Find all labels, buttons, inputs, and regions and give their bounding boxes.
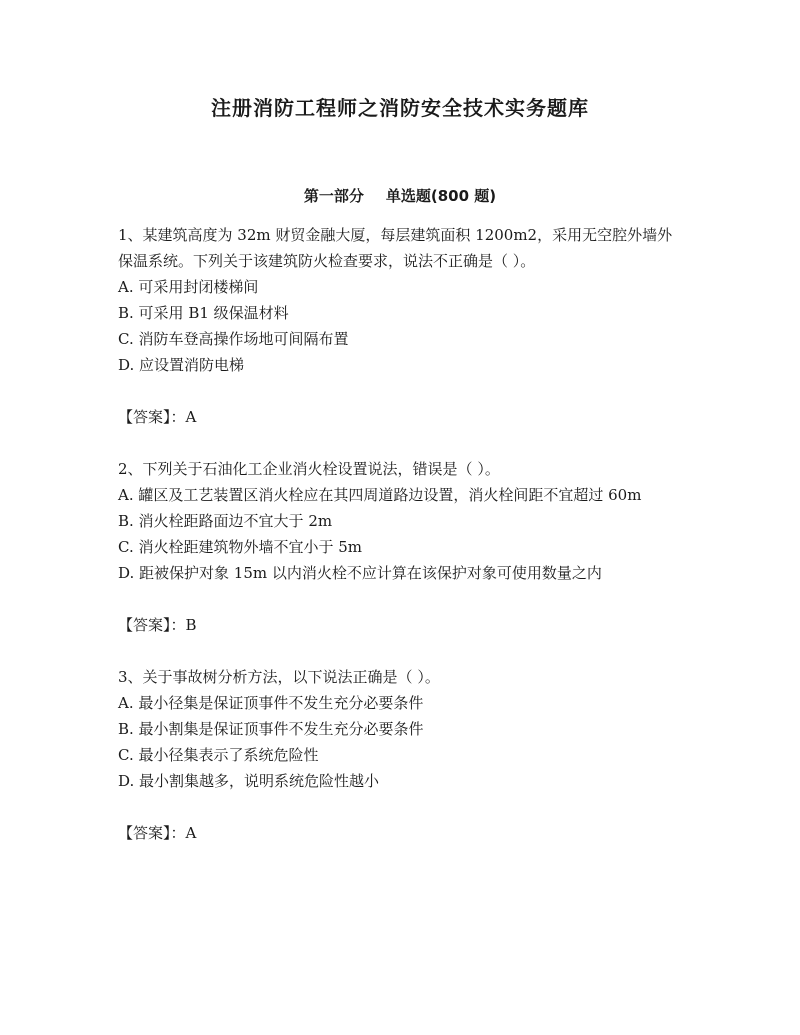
question-stem: 1、某建筑高度为 32m 财贸金融大厦，每层建筑面积 1200m2，采用无空腔外墙外保温系统。下列关于该建筑防火检查要求，说法不正确是（ ）。 <box>118 226 673 270</box>
question-option: D. 最小割集越多，说明系统危险性越小 <box>118 772 380 790</box>
answer-line <box>118 820 678 846</box>
question-option: A. 罐区及工艺装置区消火栓应在其四周道路边设置，消火栓间距不宜超过 60m <box>118 486 642 504</box>
question-stem: 2、下列关于石油化工企业消火栓设置说法，错误是（ ）。 <box>118 460 500 478</box>
answer-line <box>118 612 678 638</box>
answer-label: 【答案】： <box>118 824 186 842</box>
answer-value: B <box>185 616 197 634</box>
question-list <box>118 222 678 872</box>
answer-label: 【答案】： <box>118 408 186 426</box>
section-heading <box>0 184 800 208</box>
question-item <box>118 456 678 638</box>
answer-value: A <box>185 824 197 842</box>
question-option: B. 最小割集是保证顶事件不发生充分必要条件 <box>118 720 424 738</box>
question-item <box>118 664 678 846</box>
answer-value: A <box>185 408 197 426</box>
question-option: C. 消防车登高操作场地可间隔布置 <box>118 330 349 348</box>
question-option: D. 距被保护对象 15m 以内消火栓不应计算在该保护对象可使用数量之内 <box>118 564 602 582</box>
answer-line <box>118 404 678 430</box>
question-option: C. 最小径集表示了系统危险性 <box>118 746 319 764</box>
question-option: C. 消火栓距建筑物外墙不宜小于 5m <box>118 538 363 556</box>
section-name: 单选题(800 题) <box>385 187 497 205</box>
question-option: A. 最小径集是保证顶事件不发生充分必要条件 <box>118 694 424 712</box>
document-title: 注册消防工程师之消防安全技术实务题库 <box>211 96 589 120</box>
question-item <box>118 222 678 430</box>
question-option: B. 消火栓距路面边不宜大于 2m <box>118 512 333 530</box>
question-option: B. 可采用 B1 级保温材料 <box>118 304 289 322</box>
answer-label: 【答案】： <box>118 616 186 634</box>
section-part: 第一部分 <box>303 187 364 205</box>
question-option: D. 应设置消防电梯 <box>118 356 245 374</box>
question-stem: 3、关于事故树分析方法，以下说法正确是（ ）。 <box>118 668 440 686</box>
question-option: A. 可采用封闭楼梯间 <box>118 278 259 296</box>
